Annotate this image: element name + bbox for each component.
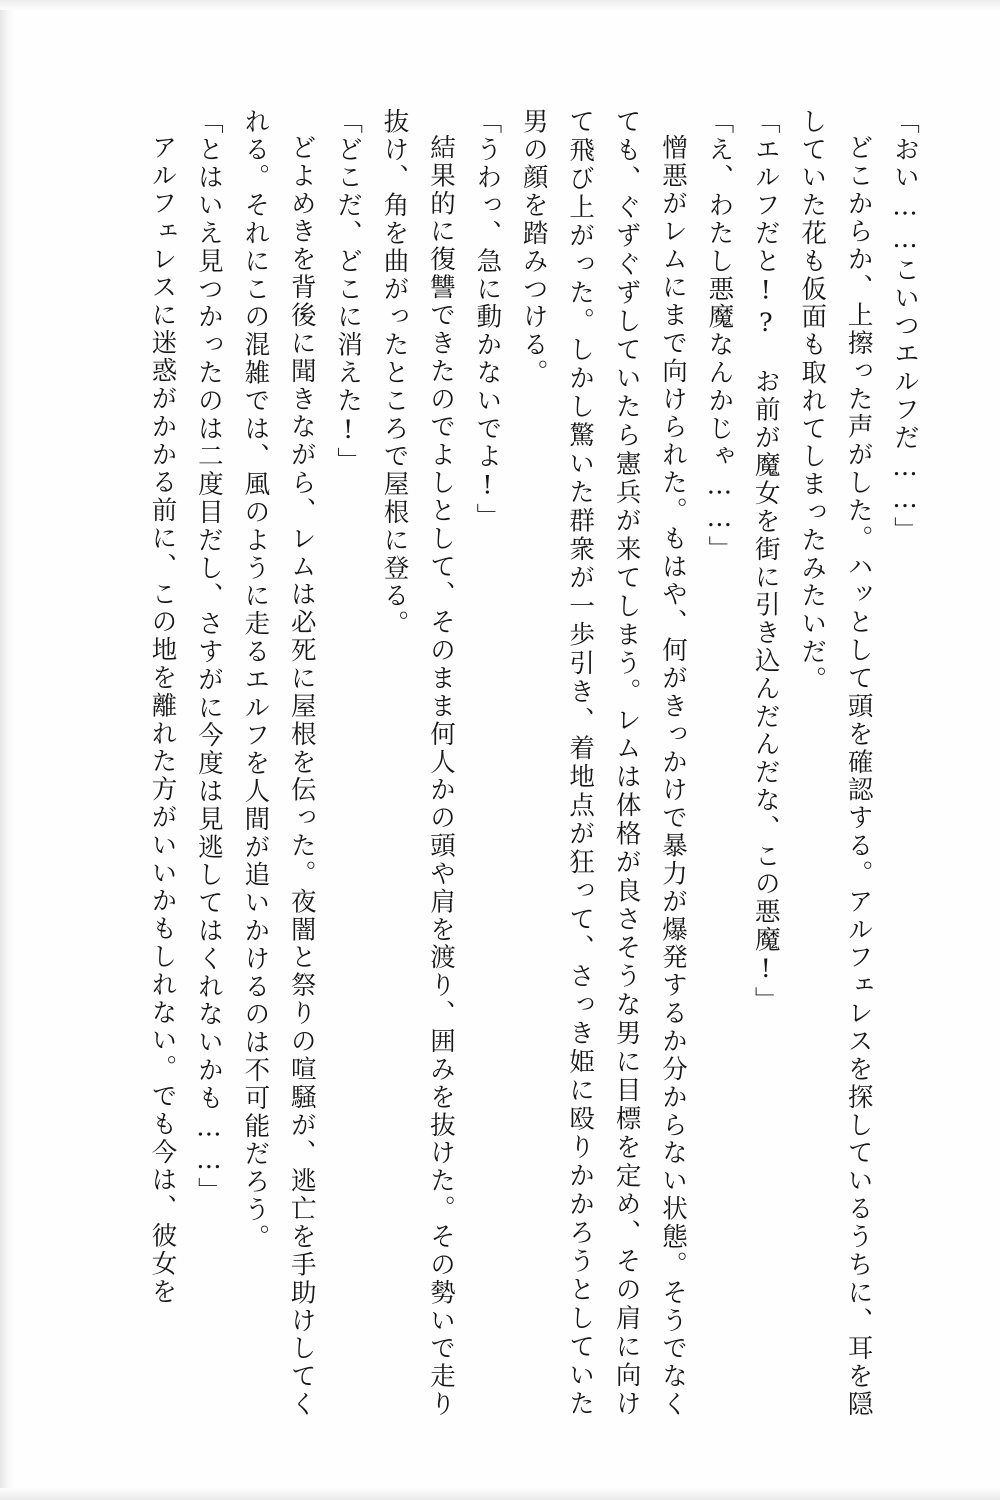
paragraph: 「え、わたし悪魔なんかじゃ……」 bbox=[704, 108, 735, 564]
paragraph: 「とはいえ見つかったのは二度目だし、さすがに今度は見逃してはくれないかも……」 bbox=[193, 108, 224, 1206]
paragraph: 結果的に復讐できたのでよしとして、そのまま何人かの頭や肩を渡り、囲みを抜けた。その勢いで走り抜け、角を曲がったところで屋根に登る。 bbox=[379, 108, 456, 1418]
paragraph: 「どこだ、どこに消えた!」 bbox=[333, 108, 364, 476]
paragraph: アルフェレスに迷惑がかかる前に、この地を離れた方がいいかもしれない。でも今は、彼女を bbox=[147, 133, 178, 1306]
page-edge-bottom bbox=[0, 1488, 1000, 1500]
page-edge-left bbox=[0, 0, 14, 1500]
paragraph: 憎悪がレムにまで向けられた。もはや、何がきっかけで暴力が爆発するか分からない状態。そうでなくても、ぐずぐずしていたら憲兵が来てしまう。レムは体格が良さそうな男に目標を定め、その肩に向けて飛び上がった。しかし驚いた群衆が一歩引き、着地点が狂って、さっき姫に殴りかかろうとしていた男の顔を踏みつける。 bbox=[518, 108, 688, 1418]
paragraph: 「うわっ、急に動かないでよ!」 bbox=[472, 108, 503, 531]
novel-body-text bbox=[48, 108, 928, 1418]
paragraph: 「おい……こいつエルフだ……」 bbox=[890, 108, 920, 545]
paragraph: どよめきを背後に聞きながら、レムは必死に屋根を伝った。夜闇と祭りの喧騒が、逃亡を手助けしてくれる。それにこの混雑では、風のように走るエルフを人間が追いかけるのは不可能だろう。 bbox=[240, 108, 317, 1418]
paragraph: どこからか、上擦った声がした。ハッとして頭を確認する。アルフェレスを探しているうちに、耳を隠していた花も仮面も取れてしまったみたいだ。 bbox=[797, 108, 874, 1418]
page-edge-top bbox=[0, 0, 1000, 10]
paragraph: 「エルフだと!? お前が魔女を街に引き込んだんだな、この悪魔!」 bbox=[750, 108, 781, 1015]
